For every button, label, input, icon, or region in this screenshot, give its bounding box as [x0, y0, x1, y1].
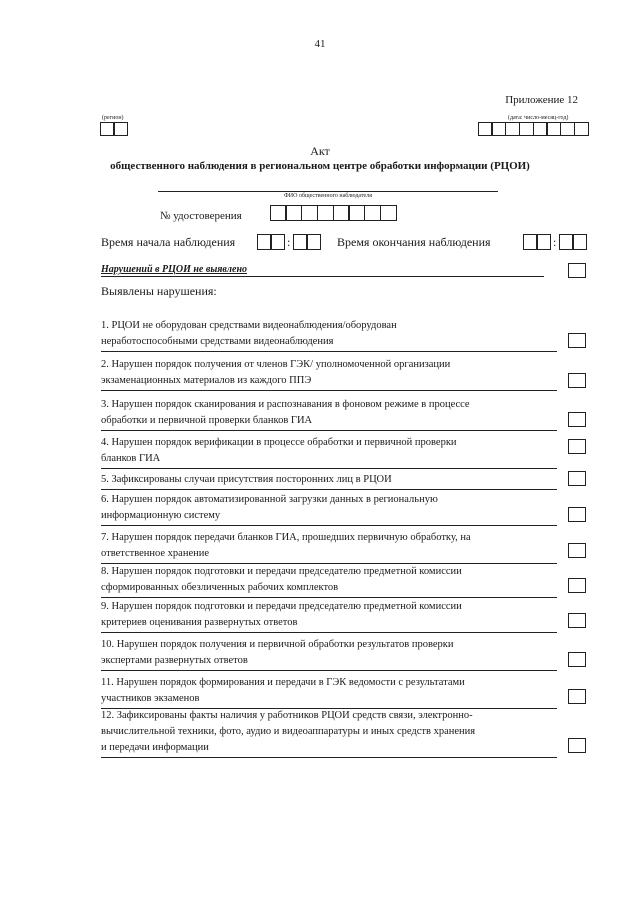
- item-underline: [101, 468, 557, 469]
- certificate-label: № удостоверения: [160, 210, 242, 222]
- violation-text-line: участников экзаменов: [101, 693, 200, 704]
- violation-text-line: экзаменационных материалов из каждого ППЭ: [101, 375, 312, 386]
- item-underline: [101, 670, 557, 671]
- violation-text-line: 1. РЦОИ не оборудован средствами видеонаблюдения/оборудован: [101, 320, 397, 331]
- document-title: Акт: [310, 144, 330, 158]
- violation-text-line: экспертами развернутых ответов: [101, 655, 248, 666]
- start-minutes-field[interactable]: [294, 234, 321, 250]
- time-separator: :: [287, 235, 291, 249]
- no-violations-checkbox[interactable]: [568, 263, 586, 278]
- violation-text-line: 10. Нарушен порядок получения и первичной обработки результатов проверки: [101, 639, 454, 650]
- violation-checkbox-7[interactable]: [568, 543, 586, 558]
- violation-item-9: [101, 599, 561, 631]
- violation-checkbox-2[interactable]: [568, 373, 586, 388]
- violation-text-line: ответственное хранение: [101, 548, 210, 559]
- observer-name-caption: ФИО общественного наблюдателя: [284, 193, 372, 199]
- start-hours-field[interactable]: [258, 234, 285, 250]
- violation-checkbox-1[interactable]: [568, 333, 586, 348]
- page-number: 41: [314, 38, 326, 50]
- found-violations-label: Выявлены нарушения:: [101, 284, 217, 298]
- violation-text-line: 3. Нарушен порядок сканирования и распознавания в фоновом режиме в процессе: [101, 399, 470, 410]
- appendix-label: Приложение 12: [505, 94, 578, 106]
- observer-name-field[interactable]: [158, 191, 498, 192]
- violation-checkbox-12[interactable]: [568, 738, 586, 753]
- region-caption: (регион): [102, 115, 124, 121]
- no-violations-label: Нарушений в РЦОИ не выявлено: [101, 264, 248, 275]
- violation-item-4: [101, 435, 561, 467]
- violation-text-line: неработоспособными средствами видеонаблюдения: [101, 336, 334, 347]
- time-separator: :: [553, 235, 557, 249]
- start-time-label: Время начала наблюдения: [101, 235, 236, 249]
- violation-checkbox-11[interactable]: [568, 689, 586, 704]
- violation-text-line: информационную систему: [101, 510, 221, 521]
- violation-text-line: 4. Нарушен порядок верификации в процессе обработки и первичной проверки: [101, 437, 457, 448]
- violation-text-line: и передачи информации: [101, 742, 209, 753]
- item-underline: [101, 430, 557, 431]
- certificate-number-field[interactable]: [271, 205, 397, 221]
- end-hours-field[interactable]: [524, 234, 551, 250]
- violation-checkbox-9[interactable]: [568, 613, 586, 628]
- date-caption: (дата: число-месяц-год): [508, 115, 569, 121]
- end-minutes-field[interactable]: [560, 234, 587, 250]
- violation-checkbox-6[interactable]: [568, 507, 586, 522]
- violation-checkbox-10[interactable]: [568, 652, 586, 667]
- violation-text-line: 6. Нарушен порядок автоматизированной загрузки данных в региональную: [101, 494, 438, 505]
- divider: [101, 276, 544, 277]
- item-underline: [101, 525, 557, 526]
- item-underline: [101, 390, 557, 391]
- violation-text-line: вычислительной техники, фото, аудио и видеоаппаратуры и иных средств хранения: [101, 726, 476, 737]
- violation-text-line: 12. Зафиксированы факты наличия у работников РЦОИ средств связи, электронно-: [101, 710, 473, 721]
- violation-item-1: [101, 318, 561, 350]
- violation-text-line: бланков ГИА: [101, 453, 161, 464]
- violation-text-line: 2. Нарушен порядок получения от членов ГЭК/ уполномоченной организации: [101, 359, 451, 370]
- violation-text-line: 11. Нарушен порядок формирования и передачи в ГЭК ведомости с результатами: [101, 677, 465, 688]
- violation-text-line: 7. Нарушен порядок передачи бланков ГИА, прошедших первичную обработку, на: [101, 532, 471, 543]
- document-subtitle: общественного наблюдения в региональном центре обработки информации (РЦОИ): [110, 160, 530, 172]
- violation-item-11: [101, 675, 561, 707]
- violation-item-10: [101, 637, 561, 669]
- violation-item-7: [101, 530, 561, 562]
- violation-checkbox-5[interactable]: [568, 471, 586, 486]
- violation-text-line: обработки и первичной проверки бланков ГИА: [101, 415, 313, 426]
- violation-checkbox-8[interactable]: [568, 578, 586, 593]
- violation-item-6: [101, 492, 561, 524]
- violation-item-5: [101, 472, 561, 488]
- violation-item-12: [101, 708, 561, 756]
- item-underline: [101, 351, 557, 352]
- violation-checkbox-3[interactable]: [568, 412, 586, 427]
- item-underline: [101, 757, 557, 758]
- violation-text-line: сформированных обезличенных рабочих комплектов: [101, 582, 339, 593]
- violation-item-8: [101, 564, 561, 596]
- region-code-field[interactable]: [101, 122, 128, 136]
- violation-text-line: 9. Нарушен порядок подготовки и передачи председателю предметной комиссии: [101, 601, 462, 612]
- violation-item-3: [101, 397, 561, 429]
- item-underline: [101, 597, 557, 598]
- date-field[interactable]: [479, 122, 589, 136]
- end-time-label: Время окончания наблюдения: [337, 235, 491, 249]
- violation-checkbox-4[interactable]: [568, 439, 586, 454]
- violation-text-line: 5. Зафиксированы случаи присутствия посторонних лиц в РЦОИ: [101, 474, 392, 485]
- item-underline: [101, 489, 557, 490]
- violation-text-line: 8. Нарушен порядок подготовки и передачи председателю предметной комиссии: [101, 566, 462, 577]
- violation-item-2: [101, 357, 561, 389]
- item-underline: [101, 632, 557, 633]
- violation-text-line: критериев оценивания развернутых ответов: [101, 617, 298, 628]
